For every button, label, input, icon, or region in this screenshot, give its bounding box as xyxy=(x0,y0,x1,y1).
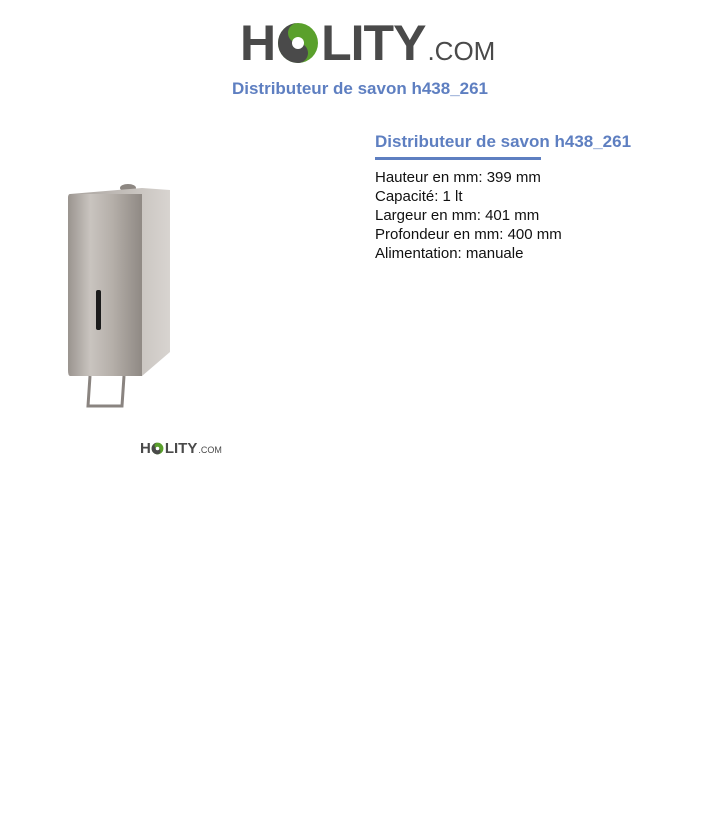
spec-label: Alimentation xyxy=(375,245,458,262)
brand-domain-small: .COM xyxy=(198,445,222,455)
spec-value: 1 lt xyxy=(442,188,463,205)
title-underline xyxy=(375,157,541,160)
product-title: Distributeur de savon h438_261 xyxy=(375,132,632,151)
spec-value: 400 mm xyxy=(507,226,562,243)
brand-wordmark xyxy=(240,15,426,71)
brand-letter-h-small: H xyxy=(140,440,151,457)
spec-label: Profondeur en mm xyxy=(375,226,500,243)
spec-item-power: Alimentation: manuale xyxy=(375,245,524,262)
brand-logo-small xyxy=(140,436,222,456)
soap-dispenser-icon xyxy=(60,180,180,415)
spec-list xyxy=(375,168,562,263)
brand-letters-lity: LITY xyxy=(321,15,426,71)
spec-value: 401 mm xyxy=(485,207,540,224)
spec-item-capacity: Capacité: 1 lt xyxy=(375,188,463,205)
brand-logo xyxy=(240,12,496,71)
spec-value: 399 mm xyxy=(486,169,541,186)
spec-value: manuale xyxy=(465,245,524,262)
spec-item-width: Largeur en mm: 401 mm xyxy=(375,207,540,224)
brand-o-icon-small xyxy=(151,442,164,455)
spec-item-depth: Profondeur en mm: 400 mm xyxy=(375,226,562,243)
spec-item-height: Hauteur en mm: 399 mm xyxy=(375,169,541,186)
brand-letter-h: H xyxy=(240,15,276,71)
page-title: Distributeur de savon h438_261 xyxy=(231,79,489,98)
spec-label: Capacité xyxy=(375,188,435,205)
brand-wordmark-small xyxy=(140,441,197,456)
brand-letters-lity-small: LITY xyxy=(164,440,198,457)
brand-domain: .COM xyxy=(427,36,496,66)
spec-label: Largeur en mm xyxy=(375,207,477,224)
spec-label: Hauteur en mm xyxy=(375,169,479,186)
brand-o-icon xyxy=(276,21,320,65)
